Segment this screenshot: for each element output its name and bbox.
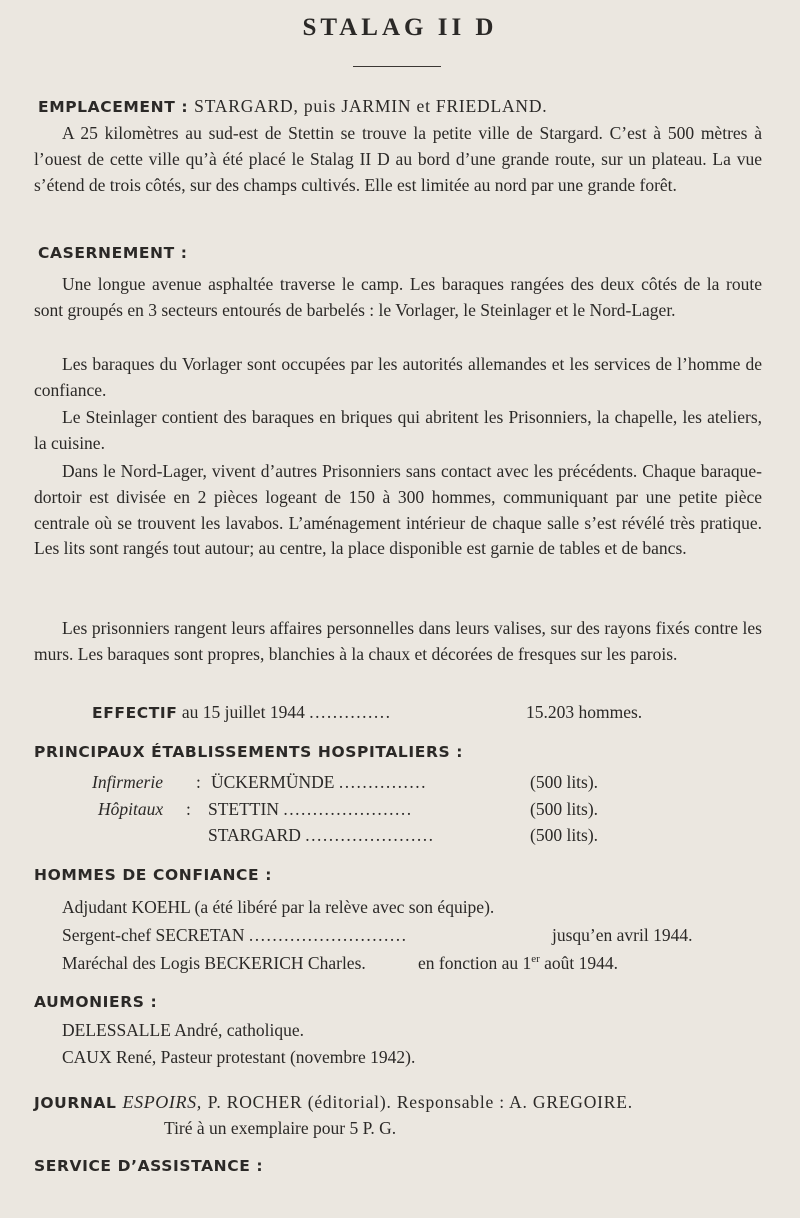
page-title: STALAG II D	[302, 14, 498, 41]
effectif-label: EFFECTIF	[92, 704, 178, 722]
confiance-line-3-value-post: août 1944.	[539, 953, 619, 973]
hospital-row-1-beds: (500 lits).	[530, 772, 599, 792]
hospitaliers-heading: PRINCIPAUX ÉTABLISSEMENTS HOSPITALIERS :	[34, 743, 464, 761]
journal-heading	[34, 1092, 633, 1113]
aumoniers-line-1: DELESSALLE André, catholique.	[62, 1020, 305, 1040]
aumoniers-heading: AUMONIERS :	[34, 993, 158, 1011]
hospital-row-1-name	[211, 772, 427, 793]
journal-text: P. ROCHER (éditorial). Responsable : A. GREGOIRE.	[207, 1092, 633, 1112]
confiance-line-3-value-pre: en fonction au 1	[418, 953, 532, 973]
casernement-paragraph-3: Le Steinlager contient des baraques en briques qui abritent les Prisonniers, la chapelle, les ateliers, la cuisine.	[34, 407, 762, 453]
confiance-line-2-name: Sergent-chef SECRETAN	[62, 925, 245, 945]
confiance-line-3-sup: er	[531, 953, 540, 966]
emplacement-text: A 25 kilomètres au sud-est de Stettin se trouve la petite ville de Stargard. C’est à 500 mètres à l’ouest de cette ville qu’à été placé le Stalag II D au bord d’une grande route, sur un plateau. La vue s’étend de trois côtés, sur des champs cultivés. Elle est limitée au nord par une grande forêt.	[34, 123, 762, 195]
journal-line-2: Tiré à un exemplaire pour 5 P. G.	[164, 1118, 397, 1138]
hospital-row-3-name	[208, 825, 435, 846]
hospital-row-1-name-text: ÜCKERMÜNDE	[211, 772, 335, 792]
journal-name: ESPOIRS,	[122, 1092, 202, 1112]
hospital-row-2-name	[208, 799, 413, 820]
emplacement-value: STARGARD, puis JARMIN et FRIEDLAND.	[194, 96, 548, 116]
confiance-line-2	[62, 925, 407, 946]
hospital-row-2-dots: ......................	[283, 799, 413, 819]
hospital-row-1-dots: ...............	[338, 772, 427, 792]
casernement-paragraph-4: Dans le Nord-Lager, vivent d’autres Prisonniers sans contact avec les précédents. Chaque baraque-dortoir est divisée en 2 pièces logeant de 150 à 300 hommes, communiquant par une petite pièce centrale où se trouvent les lavabos. L’aménagement intérieur de chaque salle s’est révélé très pratique. Les lits sont rangés tout autour; au centre, la place disponible est garnie de tables et de bancs.	[34, 461, 762, 559]
effectif-dots: ..............	[309, 702, 392, 722]
emplacement-heading	[38, 96, 547, 117]
effectif-value: 15.203 hommes.	[526, 702, 643, 722]
casernement-heading: CASERNEMENT :	[38, 244, 188, 262]
casernement-paragraph-1: Une longue avenue asphaltée traverse le camp. Les baraques rangées des deux côtés de la route sont groupés en 3 secteurs entourés de barbelés : le Vorlager, le Steinlager et le Nord-Lager.	[34, 274, 762, 320]
confiance-line-3-value	[418, 953, 618, 974]
assistance-heading: SERVICE D’ASSISTANCE :	[34, 1157, 264, 1175]
hospital-row-2-name-text: STETTIN	[208, 799, 279, 819]
confiance-line-3-name: Maréchal des Logis BECKERICH Charles.	[62, 953, 366, 973]
hospital-row-1-sep: :	[196, 772, 201, 792]
emplacement-label: EMPLACEMENT :	[38, 98, 189, 116]
confiance-line-1: Adjudant KOEHL (a été libéré par la relève avec son équipe).	[62, 897, 495, 917]
hospital-row-1-type: Infirmerie	[92, 772, 163, 792]
casernement-paragraph-2: Les baraques du Vorlager sont occupées par les autorités allemandes et les services de l’homme de confiance.	[34, 354, 762, 400]
hospital-row-3-name-text: STARGARD	[208, 825, 301, 845]
confiance-heading: HOMMES DE CONFIANCE :	[34, 866, 273, 884]
effectif-line	[92, 702, 391, 723]
hospital-row-3-dots: ......................	[305, 825, 435, 845]
journal-label: JOURNAL	[34, 1094, 117, 1112]
hospital-row-2-sep: :	[186, 799, 191, 819]
confiance-line-2-value: jusqu’en avril 1944.	[552, 925, 693, 945]
title-rule	[353, 66, 441, 67]
hospital-row-2-type: Hôpitaux	[98, 799, 164, 819]
confiance-line-2-dots: ...........................	[248, 925, 408, 945]
casernement-paragraph-5: Les prisonniers rangent leurs affaires personnelles dans leurs valises, sur des rayons fixés contre les murs. Les baraques sont propres, blanchies à la chaux et décorées de fresques sur les parois.	[34, 618, 762, 664]
effectif-date: au 15 juillet 1944	[181, 702, 305, 722]
aumoniers-line-2: CAUX René, Pasteur protestant (novembre 1942).	[62, 1047, 416, 1067]
hospital-row-2-beds: (500 lits).	[530, 799, 599, 819]
hospital-row-3-beds: (500 lits).	[530, 825, 599, 845]
